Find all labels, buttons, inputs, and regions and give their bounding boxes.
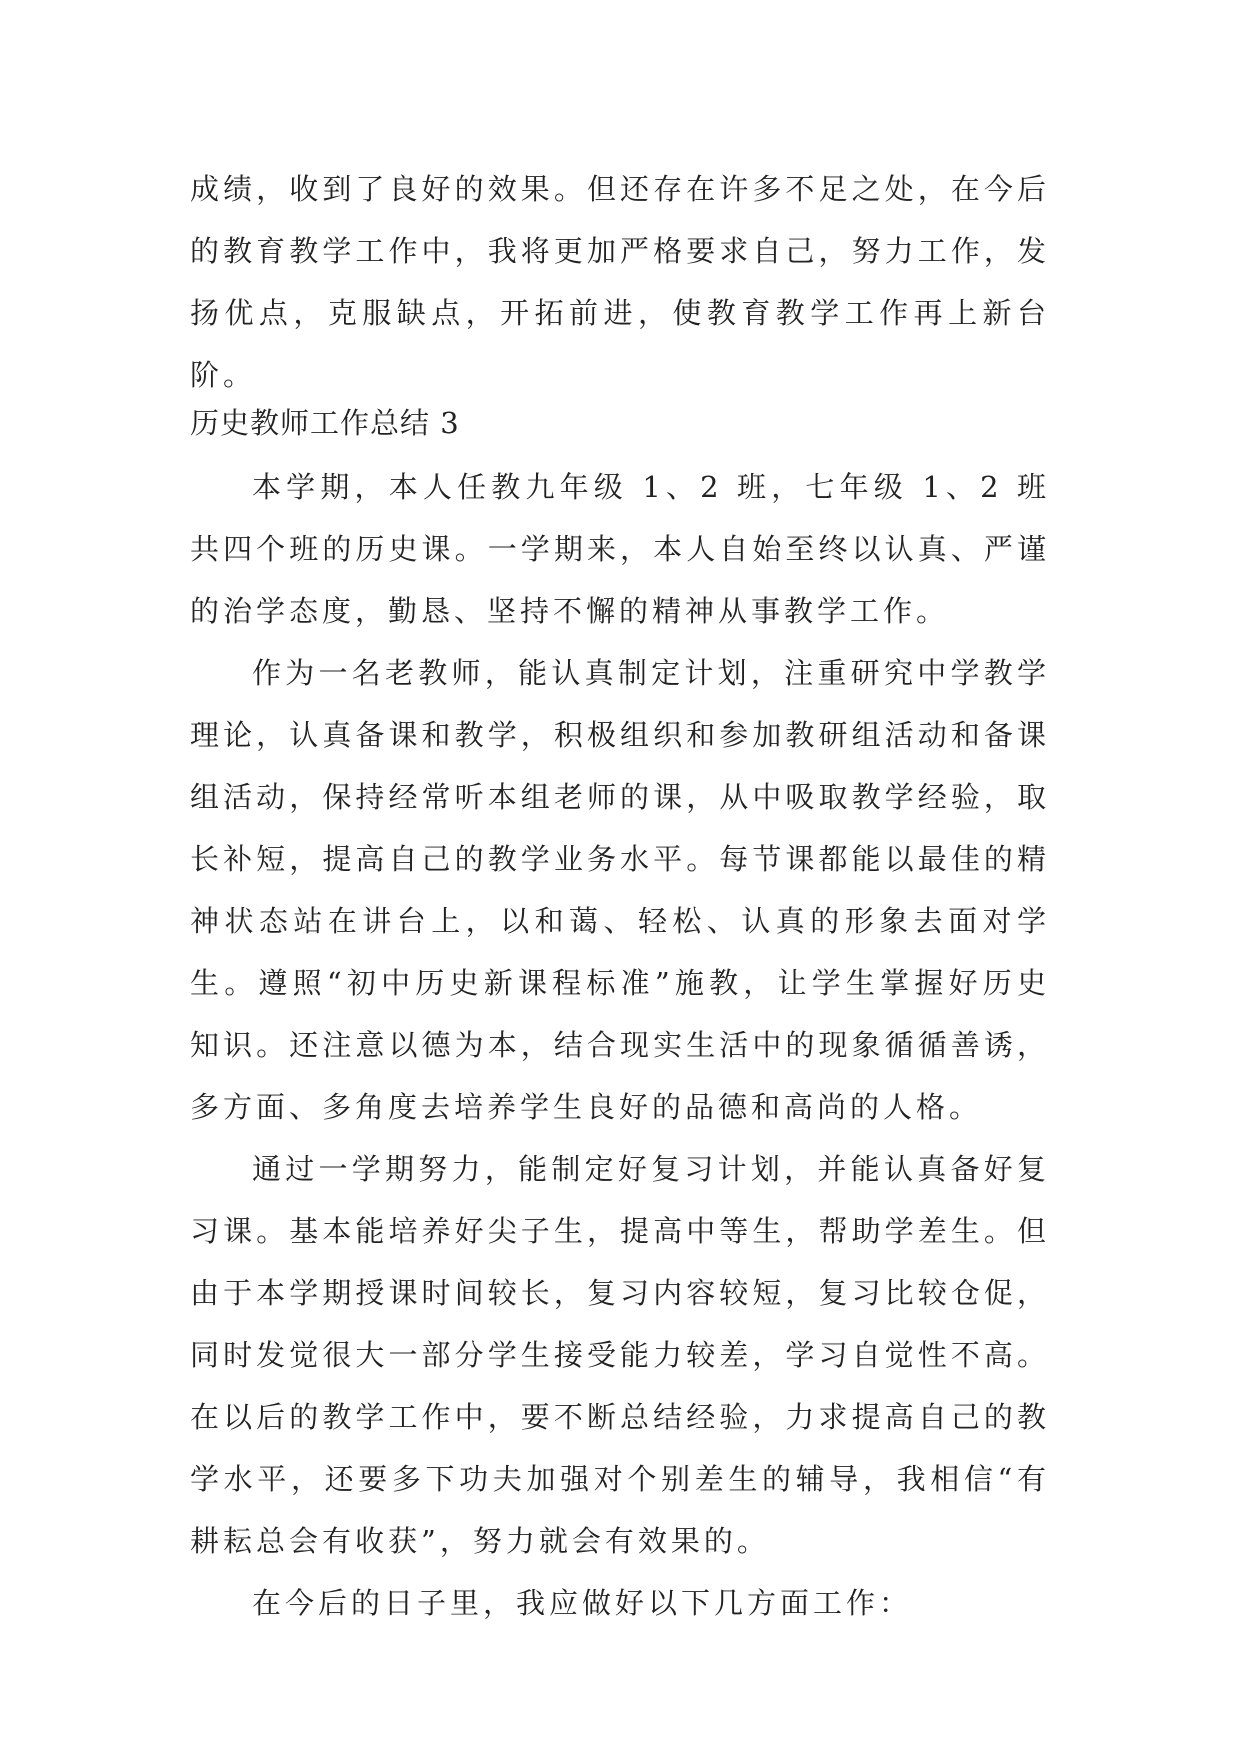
paragraph-4: 在今后的日子里，我应做好以下几方面工作： — [252, 1586, 913, 1620]
intro-paragraph: 成绩，收到了良好的效果。但还存在许多不足之处，在今后的教育教学工作中，我将更加严格要求自己，努力工作，发扬优点，克服缺点，开拓前进，使教育教学工作再上新台阶。 — [190, 172, 1050, 392]
body-text — [190, 456, 1050, 1634]
paragraph-3: 通过一学期努力，能制定好复习计划，并能认真备好复习课。基本能培养好尖子生，提高中等生，帮助学差生。但由于本学期授课时间较长，复习内容较短，复习比较仓促，同时发觉很大一部分学生接受能力较差，学习自觉性不高。在以后的教学工作中，要不断总结经验，力求提高自己的教学水平，还要多下功夫加强对个别差生的辅导，我相信“有耕耘总会有收获”，努力就会有效果的。 — [190, 1152, 1050, 1558]
intro-paragraph-block — [190, 158, 1050, 406]
paragraph-2: 作为一名老教师，能认真制定计划，注重研究中学教学理论，认真备课和教学，积极组织和参加教研组活动和备课组活动，保持经常听本组老师的课，从中吸取教学经验，取长补短，提高自己的教学业务水平。每节课都能以最佳的精神状态站在讲台上，以和蔼、轻松、认真的形象去面对学生。遵照“初中历史新课程标准”施教，让学生掌握好历史知识。还注意以德为本，结合现实生活中的现象循循善诱，多方面、多角度去培养学生良好的品德和高尚的人格。 — [190, 656, 1050, 1124]
section-title: 历史教师工作总结 3 — [190, 406, 460, 440]
paragraph-1: 本学期，本人任教九年级 1、2 班，七年级 1、2 班共四个班的历史课。一学期来，本人自始至终以认真、严谨的治学态度，勤恳、坚持不懈的精神从事教学工作。 — [190, 470, 1050, 628]
